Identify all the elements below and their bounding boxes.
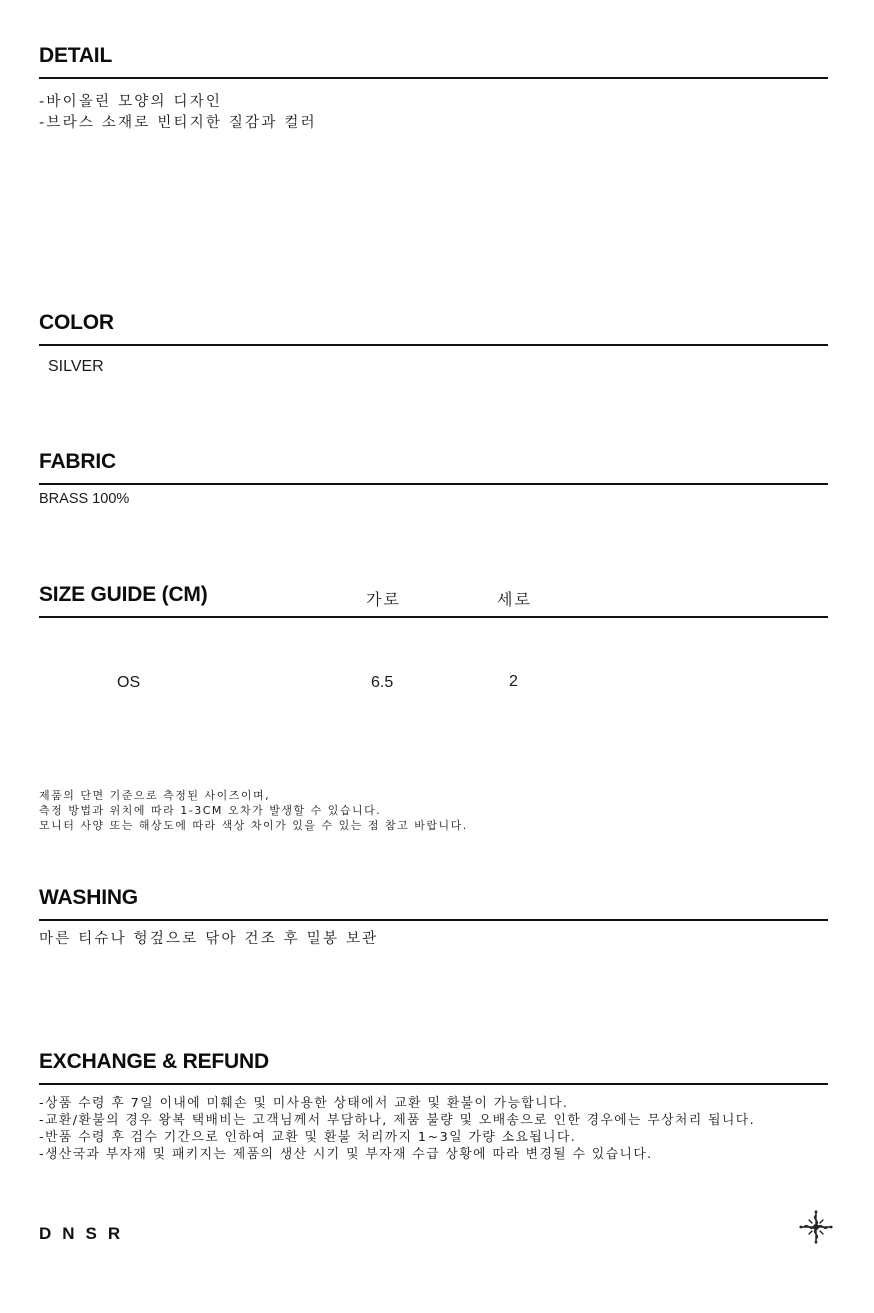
detail-list xyxy=(39,92,317,134)
color-value: SILVER xyxy=(48,358,104,375)
brand-logo: DNSR xyxy=(39,1224,132,1243)
exchange-divider xyxy=(39,1083,828,1085)
ornamental-cross-icon xyxy=(799,1210,833,1244)
fabric-value: BRASS 100% xyxy=(39,491,130,507)
size-guide-divider xyxy=(39,616,828,618)
size-height-value: 2 xyxy=(509,673,518,690)
washing-value: 마른 티슈나 헝겊으로 닦아 건조 후 밀봉 보관 xyxy=(39,931,379,947)
exchange-heading: EXCHANGE & REFUND xyxy=(39,1050,269,1073)
detail-divider xyxy=(39,77,828,79)
washing-divider xyxy=(39,919,828,921)
size-guide-heading: SIZE GUIDE (CM) xyxy=(39,583,208,606)
washing-heading: WASHING xyxy=(39,886,138,909)
size-width-value: 6.5 xyxy=(371,674,394,691)
size-column-width: 가로 xyxy=(366,590,401,609)
exchange-line: -반품 수령 후 검수 기간으로 인하여 교환 및 환불 처리까지 1~3일 가량 소요됩니다. xyxy=(39,1130,577,1145)
exchange-line: -교환/환불의 경우 왕복 택배비는 고객님께서 부담하나, 제품 불량 및 오배송으로 인한 경우에는 무상처리 됩니다. xyxy=(39,1113,756,1128)
size-note: 측정 방법과 위치에 따라 1-3CM 오차가 발생할 수 있습니다. xyxy=(39,804,382,817)
exchange-line: -상품 수령 후 7일 이내에 미훼손 및 미사용한 상태에서 교환 및 환불이 가능합니다. xyxy=(39,1096,569,1111)
size-column-height: 세로 xyxy=(497,590,532,609)
fabric-divider xyxy=(39,483,828,485)
size-note: 제품의 단면 기준으로 측정된 사이즈이며, xyxy=(39,789,271,802)
color-divider xyxy=(39,344,828,346)
exchange-list xyxy=(39,1095,755,1163)
detail-line: -바이올린 모양의 디자인 xyxy=(39,94,223,110)
size-note: 모니터 사양 또는 해상도에 따라 색상 차이가 있을 수 있는 점 참고 바랍니다. xyxy=(39,819,468,832)
fabric-heading: FABRIC xyxy=(39,450,116,473)
detail-heading: DETAIL xyxy=(39,44,113,67)
detail-line: -브라스 소재로 빈티지한 질감과 컬러 xyxy=(39,115,317,131)
color-heading: COLOR xyxy=(39,311,114,334)
size-name: OS xyxy=(117,674,141,691)
exchange-line: -생산국과 부자재 및 패키지는 제품의 생산 시기 및 부자재 수급 상황에 따라 변경될 수 있습니다. xyxy=(39,1147,653,1162)
